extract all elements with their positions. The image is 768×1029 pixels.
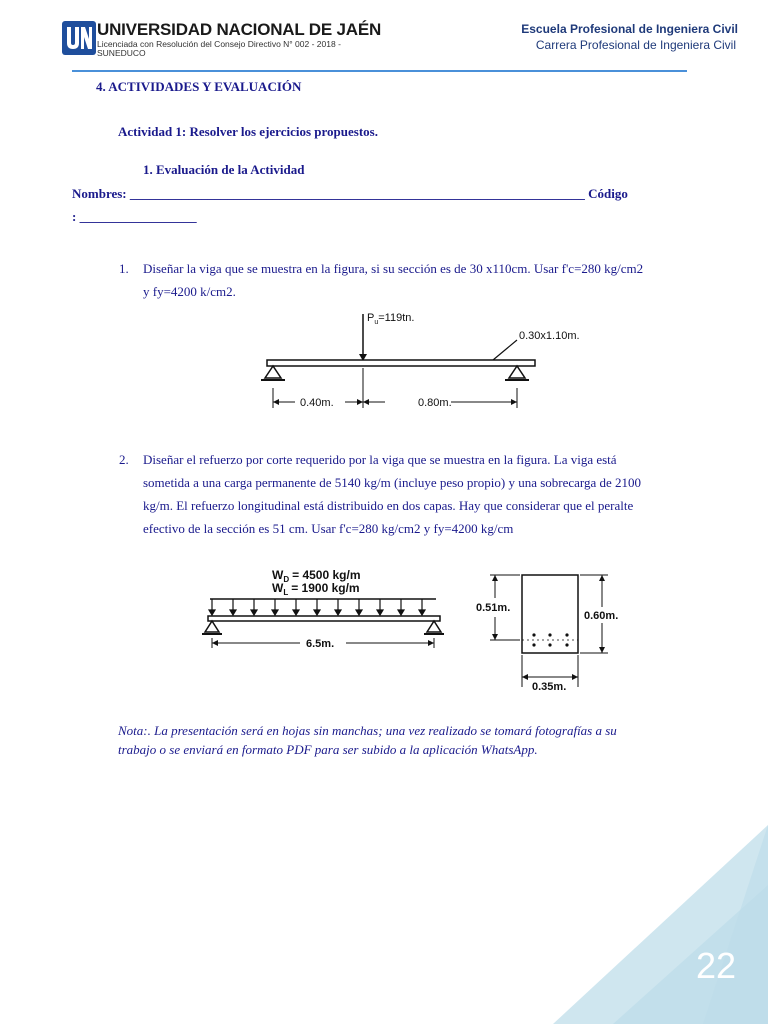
exercise-line: y fy=4200 k/cm2. — [143, 284, 236, 299]
svg-text:Pu=119tn. — [367, 312, 414, 326]
school-header — [521, 21, 738, 53]
section-label: 0.30x1.10m. — [519, 330, 580, 342]
b-label: 0.35m. — [532, 681, 567, 693]
exercise-number: 2. — [119, 452, 129, 467]
exercise-1 — [119, 257, 709, 307]
codigo-field: : __________________ — [72, 209, 197, 224]
section-title: 4. ACTIVIDADES Y EVALUACIÓN — [96, 79, 302, 94]
wl-label: W — [272, 581, 284, 595]
load-value: =119tn. — [378, 312, 415, 324]
wl-value: = 1900 kg/m — [291, 581, 360, 595]
header-divider — [72, 70, 687, 72]
span-label: 6.5m. — [306, 638, 335, 650]
exercise-text — [143, 257, 643, 303]
evaluation-title: 1. Evaluación de la Actividad — [143, 162, 305, 177]
load-p-label: P — [367, 312, 375, 324]
h-label: 0.60m. — [584, 610, 619, 622]
section-figure — [470, 565, 630, 695]
license-line-2: SUNEDUCO — [97, 48, 146, 58]
exercise-line: Diseñar la viga que se muestra en la figura, si su sección es de 30 x110cm. Usar f'c=280 kg/cm2 — [143, 261, 644, 276]
career-name: Carrera Profesional de Ingeniera Civil — [535, 38, 736, 52]
page-number: 22 — [695, 945, 736, 986]
note-line: trabajo o se enviará en formato PDF para ser subido a la aplicación WhatsApp. — [118, 742, 538, 757]
university-name: UNIVERSIDAD NACIONAL DE JAÉN — [97, 20, 382, 39]
load-subscript: u — [374, 319, 379, 326]
exercise-text — [143, 448, 641, 540]
exercise-line: efectivo de la sección es 51 cm. Usar f'c=280 kg/cm2 y fy=4200 kg/cm — [143, 521, 514, 536]
license-line-1: Licenciada con Resolución del Consejo Directivo N° 002 - 2018 - — [97, 39, 341, 49]
nombres-field: Nombres: ______________________________________________________________________ Código — [72, 186, 628, 201]
wl-subscript: L — [283, 588, 289, 597]
exercise-line: sometida a una carga permanente de 5140 kg/m (incluye peso propio) y una sobrecarga de 2100 — [143, 475, 642, 490]
beam-figure-2 — [200, 562, 450, 657]
wd-value: = 4500 kg/m — [292, 568, 361, 582]
note-line: Nota:. La presentación será en hojas sin manchas; una vez realizado se tomará fotografías a su — [118, 723, 617, 738]
university-logo — [62, 21, 96, 55]
exercise-line: kg/m. El refuerzo longitudinal está distribuido en dos capas. Hay que considerar que el peralte — [143, 498, 634, 513]
license-text — [97, 40, 341, 58]
dim-left-label: 0.40m. — [300, 397, 334, 409]
corner-decoration — [553, 825, 768, 1024]
activity-title: Actividad 1: Resolver los ejercicios propuestos. — [118, 124, 378, 139]
d-label: 0.51m. — [476, 602, 511, 614]
note-text — [118, 721, 698, 759]
dim-right-label: 0.80m. — [418, 397, 452, 409]
exercise-line: Diseñar el refuerzo por corte requerido por la viga que se muestra en la figura. La viga está — [143, 452, 617, 467]
wd-subscript: D — [283, 575, 290, 584]
exercise-number: 1. — [119, 261, 129, 276]
school-name: Escuela Profesional de Ingeniera Civil — [521, 22, 738, 36]
wd-label: W — [272, 568, 284, 582]
exercise-2 — [119, 448, 709, 543]
beam-figure-1 — [255, 308, 580, 416]
